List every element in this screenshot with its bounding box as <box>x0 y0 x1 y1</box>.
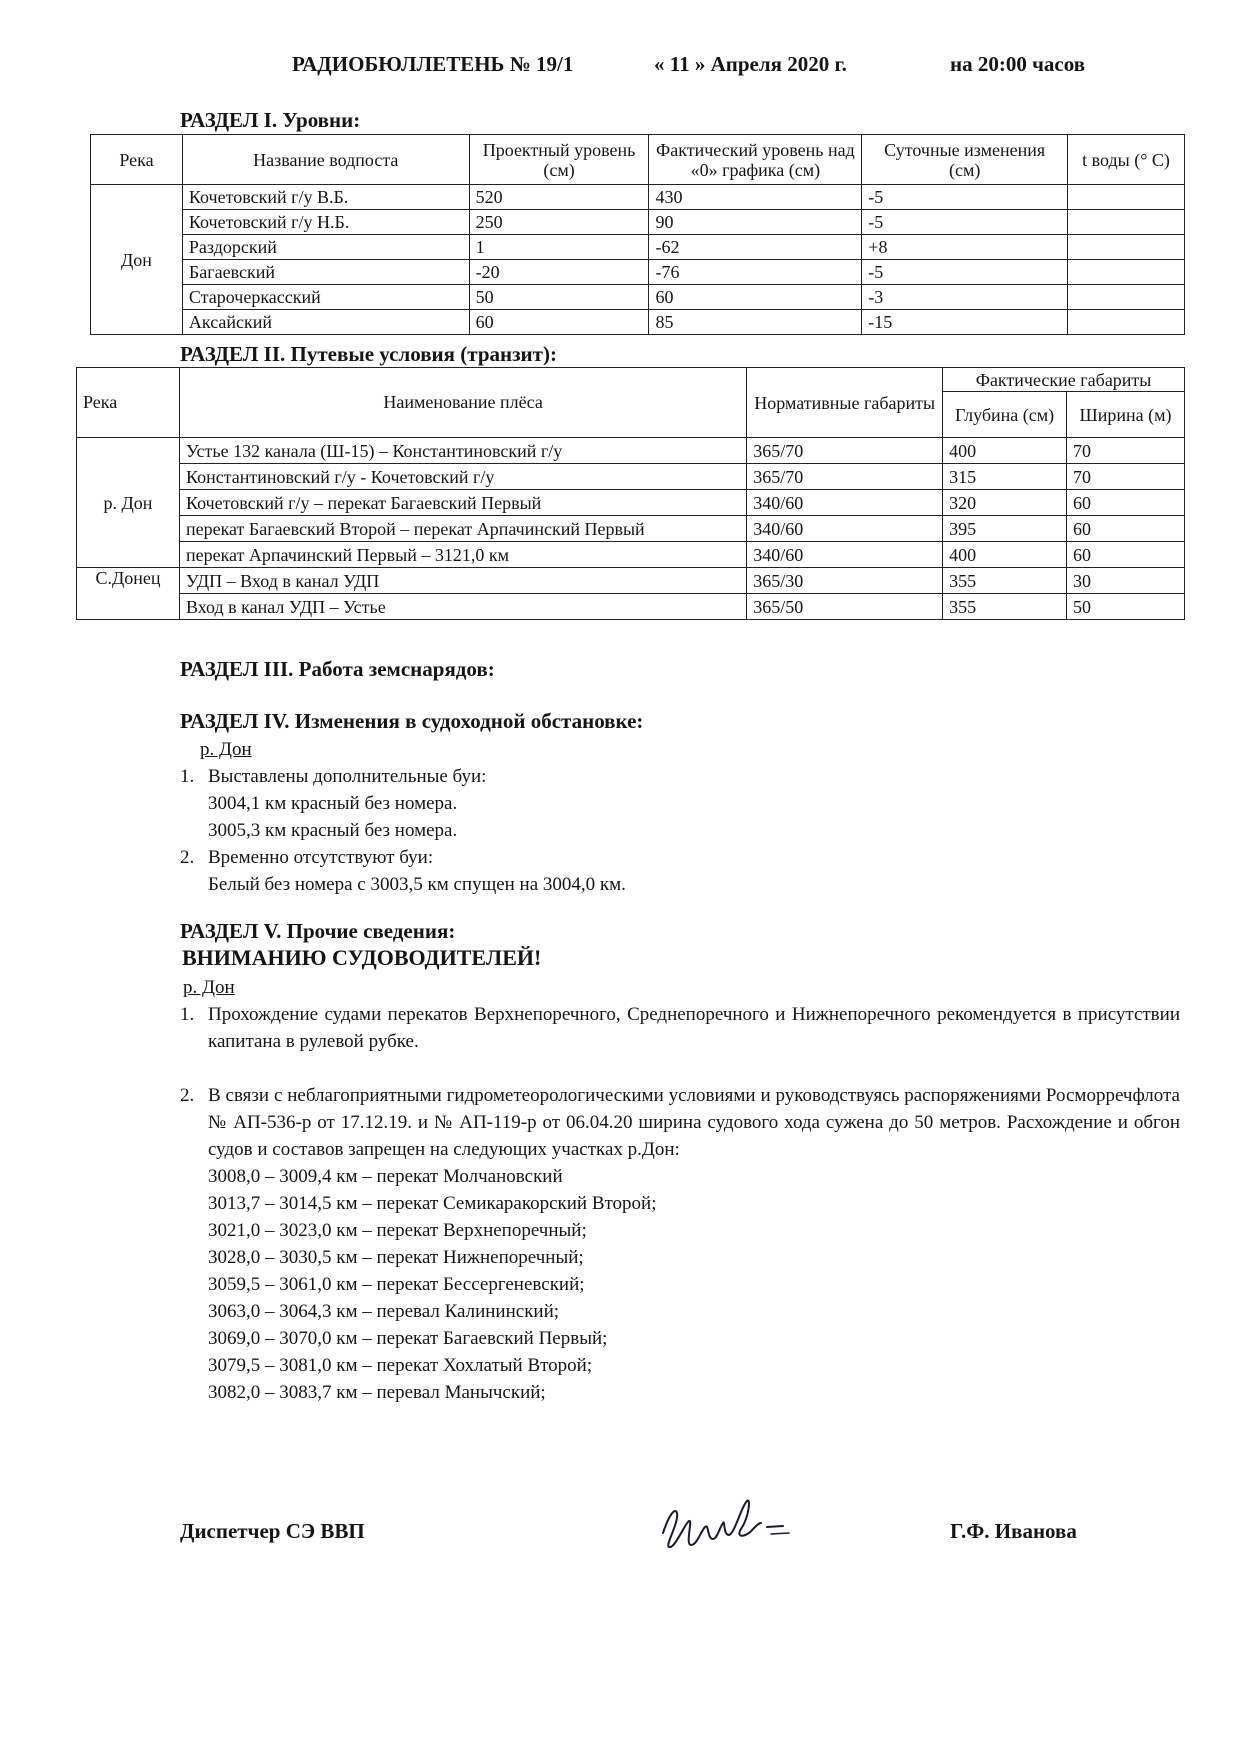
levels-project-cell: 1 <box>469 235 649 260</box>
transit-depth-cell: 400 <box>943 542 1067 568</box>
levels-name-cell: Старочеркасский <box>182 285 469 310</box>
levels-change-cell: +8 <box>862 235 1068 260</box>
list-item <box>180 844 1180 898</box>
transit-name-cell: перекат Арпачинский Первый – 3121,0 км <box>179 542 746 568</box>
levels-actual-cell: 60 <box>649 285 862 310</box>
transit-name-cell: перекат Багаевский Второй – перекат Арпачинский Первый <box>179 516 746 542</box>
transit-depth-cell: 355 <box>943 594 1067 620</box>
list-item-number: 1. <box>180 1004 195 1025</box>
list-item-number: 2. <box>180 1085 195 1106</box>
section5-title: РАЗДЕЛ V. Прочие сведения: <box>180 919 456 943</box>
levels-project-cell: 50 <box>469 285 649 310</box>
transit-name-cell: Кочетовский г/у – перекат Багаевский Первый <box>179 490 746 516</box>
section4-title: РАЗДЕЛ IV. Изменения в судоходной обстановке: <box>180 709 644 733</box>
transit-header-row-1 <box>77 368 1185 392</box>
table-row <box>77 568 1185 594</box>
levels-col-river: Река <box>91 135 183 185</box>
transit-width-cell: 70 <box>1067 438 1185 464</box>
transit-norm-cell: 365/50 <box>747 594 943 620</box>
levels-actual-cell: 85 <box>649 310 862 335</box>
transit-norm-cell: 365/70 <box>747 438 943 464</box>
table-row <box>77 438 1185 464</box>
transit-width-cell: 60 <box>1067 516 1185 542</box>
list-item-line: 3082,0 – 3083,7 км – перевал Манычский; <box>208 1382 546 1403</box>
levels-actual-cell: 90 <box>649 210 862 235</box>
list-item-line: 3063,0 – 3064,3 км – перевал Калининский; <box>208 1301 560 1322</box>
transit-depth-cell: 400 <box>943 438 1067 464</box>
transit-width-cell: 60 <box>1067 490 1185 516</box>
list-item-line: 3004,1 км красный без номера. <box>208 793 458 814</box>
attention-heading: ВНИМАНИЮ СУДОВОДИТЕЛЕЙ! <box>182 945 542 970</box>
list-item-text: Выставлены дополнительные буи: <box>208 766 487 787</box>
levels-temp-cell <box>1068 285 1185 310</box>
table-row <box>91 310 1185 335</box>
list-item-line: 3079,5 – 3081,0 км – перекат Хохлатый Второй; <box>208 1355 593 1376</box>
list-item-number: 2. <box>180 847 195 868</box>
levels-river-cell: Дон <box>91 185 183 335</box>
levels-temp-cell <box>1068 235 1185 260</box>
levels-col-change: Суточные изменения (см) <box>862 135 1068 185</box>
table-row <box>91 260 1185 285</box>
transit-river-cell: р. Дон <box>77 438 180 568</box>
levels-name-cell: Аксайский <box>182 310 469 335</box>
signatory-name: Г.Ф. Иванова <box>950 1519 1077 1543</box>
levels-temp-cell <box>1068 185 1185 210</box>
transit-col-actual-group: Фактические габариты <box>943 368 1185 392</box>
list-item-number: 1. <box>180 766 195 787</box>
table-row <box>77 490 1185 516</box>
transit-col-river: Река <box>77 368 180 438</box>
transit-col-name: Наименование плёса <box>179 368 746 438</box>
transit-table <box>76 367 1185 620</box>
levels-name-cell: Кочетовский г/у Н.Б. <box>182 210 469 235</box>
signatory-position: Диспетчер СЭ ВВП <box>180 1519 365 1543</box>
transit-depth-cell: 320 <box>943 490 1067 516</box>
transit-name-cell: Устье 132 канала (Ш-15) – Константиновский г/у <box>179 438 746 464</box>
section4-river: р. Дон <box>200 739 252 760</box>
section2-title: РАЗДЕЛ II. Путевые условия (транзит): <box>180 342 557 366</box>
list-item-text: Временно отсутствуют буи: <box>208 847 434 868</box>
list-item-line: 3021,0 – 3023,0 км – перекат Верхнепоречный; <box>208 1220 587 1241</box>
table-row <box>77 464 1185 490</box>
transit-depth-cell: 355 <box>943 568 1067 594</box>
levels-change-cell: -5 <box>862 210 1068 235</box>
levels-header-row <box>91 135 1185 185</box>
levels-change-cell: -15 <box>862 310 1068 335</box>
levels-col-temp: t воды (° C) <box>1068 135 1185 185</box>
transit-name-cell: Константиновский г/у - Кочетовский г/у <box>179 464 746 490</box>
levels-col-project: Проектный уровень (см) <box>469 135 649 185</box>
levels-table <box>90 134 1185 335</box>
levels-project-cell: 250 <box>469 210 649 235</box>
list-item-text: В связи с неблагоприятными гидрометеорологическими условиями и руководствуясь распоряжениями Росморречфлота № АП-536-р от 17.12.19. и № АП-119-р от 06.04.20 ширина судового хода сужена до 50 метров. Расхождение и обгон судов и составов запрещен на следующих участках р.Дон: <box>208 1085 1180 1160</box>
transit-name-cell: Вход в канал УДП – Устье <box>179 594 746 620</box>
transit-depth-cell: 395 <box>943 516 1067 542</box>
levels-change-cell: -5 <box>862 260 1068 285</box>
levels-change-cell: -5 <box>862 185 1068 210</box>
section4-body <box>180 736 1180 898</box>
transit-norm-cell: 365/70 <box>747 464 943 490</box>
transit-river-cell: С.Донец <box>77 568 180 620</box>
levels-col-actual: Фактический уровень над «0» графика (см) <box>649 135 862 185</box>
transit-depth-cell: 315 <box>943 464 1067 490</box>
levels-actual-cell: 430 <box>649 185 862 210</box>
list-item-text: Прохождение судами перекатов Верхнепоречного, Среднепоречного и Нижнепоречного рекомендуется в присутствии капитана в рулевой рубке. <box>208 1004 1180 1052</box>
levels-name-cell: Раздорский <box>182 235 469 260</box>
handwritten-signature <box>655 1493 825 1563</box>
transit-col-width: Ширина (м) <box>1067 392 1185 438</box>
levels-project-cell: 520 <box>469 185 649 210</box>
transit-norm-cell: 340/60 <box>747 490 943 516</box>
table-row <box>77 516 1185 542</box>
list-item <box>180 1001 1180 1055</box>
section3-title: РАЗДЕЛ III. Работа земснарядов: <box>180 657 495 681</box>
table-row <box>91 210 1185 235</box>
levels-col-name: Название водпоста <box>182 135 469 185</box>
transit-width-cell: 60 <box>1067 542 1185 568</box>
bulletin-title: РАДИОБЮЛЛЕТЕНЬ № 19/1 <box>292 52 574 76</box>
list-item-line: 3069,0 – 3070,0 км – перекат Багаевский Первый; <box>208 1328 608 1349</box>
levels-change-cell: -3 <box>862 285 1068 310</box>
levels-project-cell: 60 <box>469 310 649 335</box>
transit-name-cell: УДП – Вход в канал УДП <box>179 568 746 594</box>
table-row <box>91 235 1185 260</box>
levels-temp-cell <box>1068 310 1185 335</box>
list-item-line: 3028,0 – 3030,5 км – перекат Нижнепоречный; <box>208 1247 584 1268</box>
transit-width-cell: 70 <box>1067 464 1185 490</box>
transit-norm-cell: 365/30 <box>747 568 943 594</box>
list-item-line: Белый без номера с 3003,5 км спущен на 3004,0 км. <box>208 874 626 895</box>
levels-actual-cell: -76 <box>649 260 862 285</box>
list-item-line: 3008,0 – 3009,4 км – перекат Молчановский <box>208 1166 563 1187</box>
list-item-line: 3059,5 – 3061,0 км – перекат Бессергеневский; <box>208 1274 585 1295</box>
table-row <box>91 185 1185 210</box>
transit-norm-cell: 340/60 <box>747 516 943 542</box>
table-row <box>91 285 1185 310</box>
table-row <box>77 594 1185 620</box>
levels-temp-cell <box>1068 260 1185 285</box>
list-item <box>180 763 1180 844</box>
levels-project-cell: -20 <box>469 260 649 285</box>
transit-norm-cell: 340/60 <box>747 542 943 568</box>
levels-temp-cell <box>1068 210 1185 235</box>
section5-body <box>180 974 1180 1406</box>
list-item-line: 3013,7 – 3014,5 км – перекат Семикаракорский Второй; <box>208 1193 657 1214</box>
list-item-line: 3005,3 км красный без номера. <box>208 820 458 841</box>
section5-river: р. Дон <box>183 977 235 998</box>
bulletin-date: « 11 » Апреля 2020 г. <box>654 52 847 76</box>
transit-col-norm: Нормативные габариты <box>747 368 943 438</box>
levels-actual-cell: -62 <box>649 235 862 260</box>
list-item <box>180 1082 1180 1406</box>
levels-name-cell: Кочетовский г/у В.Б. <box>182 185 469 210</box>
bulletin-time: на 20:00 часов <box>950 52 1086 76</box>
transit-col-depth: Глубина (см) <box>943 392 1067 438</box>
section1-title: РАЗДЕЛ I. Уровни: <box>180 108 361 132</box>
levels-name-cell: Багаевский <box>182 260 469 285</box>
transit-width-cell: 30 <box>1067 568 1185 594</box>
transit-width-cell: 50 <box>1067 594 1185 620</box>
table-row <box>77 542 1185 568</box>
